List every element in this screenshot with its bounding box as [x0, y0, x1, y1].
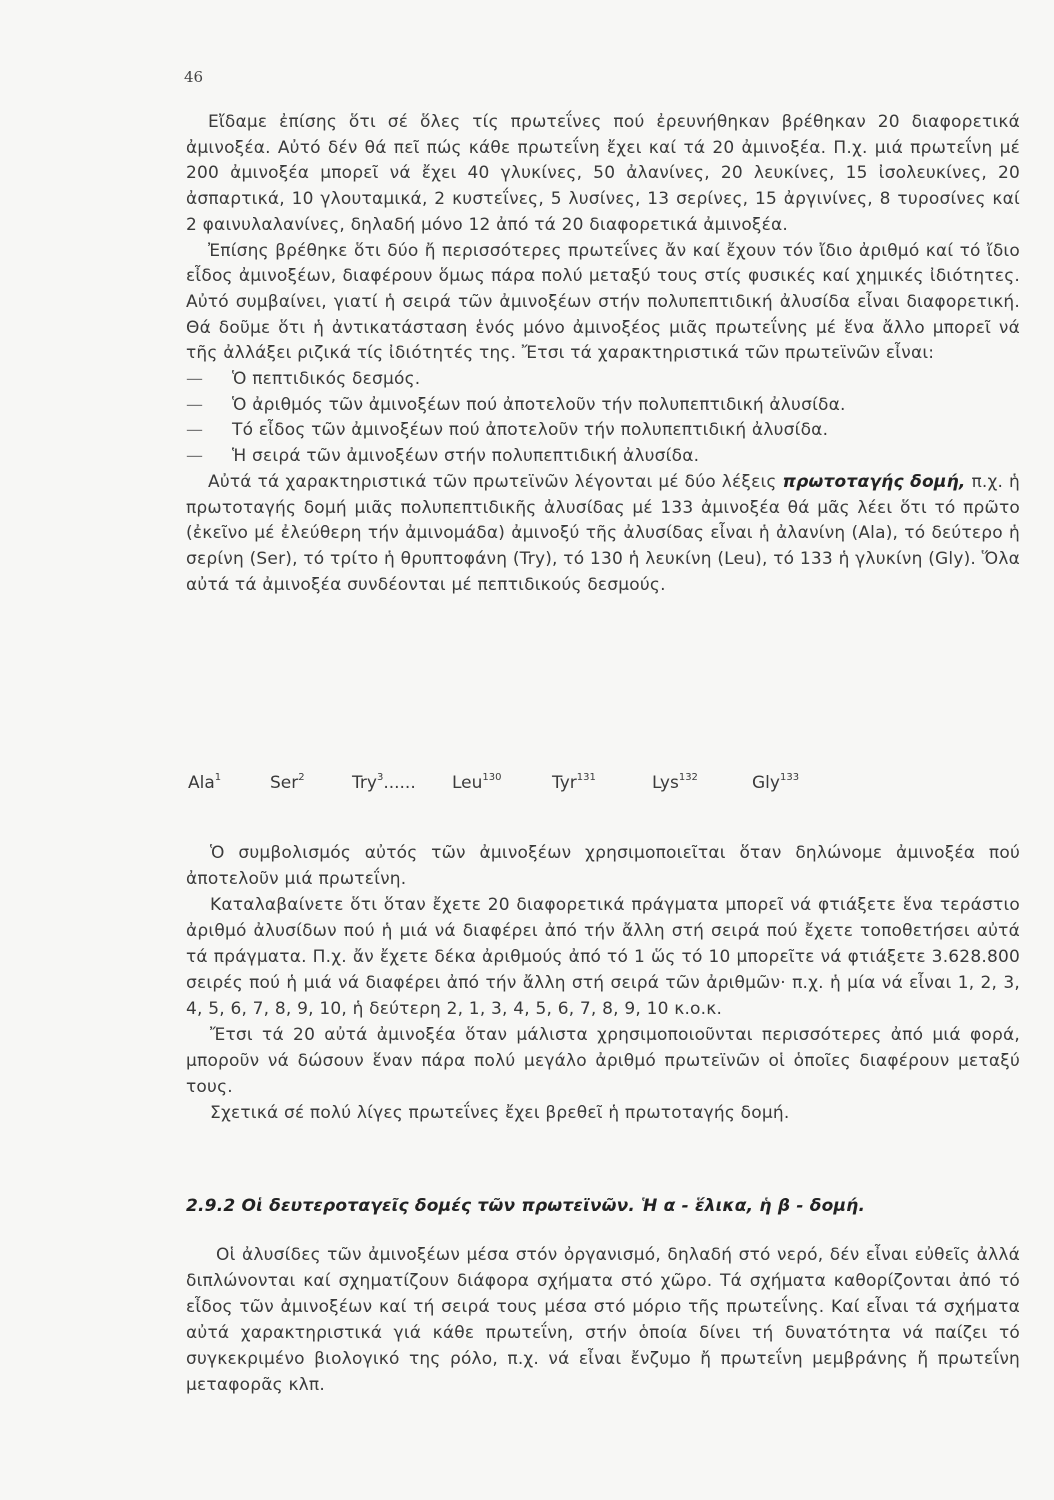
list-item: — Τό εἶδος τῶν ἀμινοξέων πού ἀποτελοῦν τήν πολυπεπτιδική ἀλυσίδα. — [186, 418, 1020, 444]
paragraph-combinations: Καταλαβαίνετε ὅτι ὅταν ἔχετε 20 διαφορετικά πράγματα μπορεῖ νά φτιάξετε ἕνα τεράστιο ἀριθμό ἀλυσίδων πού ἡ μιά νά διαφέρει ἀπό τήν ἄλλη στή σειρά πού ἔχετε τοποθετήσει αὐτά τά πράγματα. Π.χ. ἄν ἔχετε δέκα ἀριθμούς ἀπό τό 1 ὥς τό 10 μπορεῖτε νά φτιάξετε 3.628.800 σειρές πού ἡ μιά νά διαφέρει ἀπό τήν ἄλλη στή σειρά τῶν ἀριθμῶν· π.χ. ἡ μία νά εἶναι 1, 2, 3, 4, 5, 6, 7, 8, 9, 10, ἡ δεύτερη 2, 1, 3, 4, 5, 6, 7, 8, 9, 10 κ.ο.κ. — [186, 895, 1020, 1019]
list-item: — Ὁ ἀριθμός τῶν ἀμινοξέων πού ἀποτελοῦν τήν πολυπεπτιδική ἀλυσίδα. — [186, 393, 1020, 419]
amino-acid-sequence — [188, 772, 888, 804]
body-text-top — [186, 110, 1020, 598]
paragraph-many-proteins: Ἔτσι τά 20 αὐτά ἀμινοξέα ὅταν μάλιστα χρησιμοποιοῦνται περισσότερες ἀπό μιά φορά, μποροῦν νά δώσουν ἕναν πάρα πολύ μεγάλο ἀριθμό πρωτεϊνῶν οἱ ὁποῖες διαφέρουν μεταξύ τους. — [186, 1025, 1020, 1097]
term-primary-structure: πρωτοταγής δομή, — [782, 471, 966, 492]
body-text-section — [186, 1242, 1020, 1398]
dash-icon: — — [186, 369, 204, 390]
paragraph-primary-structure: Αὐτά τά χαρακτηριστικά τῶν πρωτεϊνῶν λέγονται μέ δύο λέξεις πρωτοταγής δομή, π.χ. ἡ πρωτοταγής δομή μιᾶς πολυπεπτιδικῆς ἀλυσίδας μέ 133 ἀμινοξέα θά μᾶς λέει ὅτι τό πρῶτο (ἐκεῖνο μέ ἐλεύθερη τήν ἀμινομάδα) ἀμινοξύ τῆς ἀλυσίδας εἶναι ἡ ἀλανίνη (Ala), τό δεύτερο ἡ σερίνη (Ser), τό τρίτο ἡ θρυπτοφάνη (Try), τό 130 ἡ λευκίνη (Leu), τό 133 ἡ γλυκίνη (Gly). Ὅλα αὐτά τά ἀμινοξέα συνδέονται μέ πεπτιδικούς δεσμούς. — [186, 471, 1020, 595]
dash-icon: — — [186, 394, 204, 415]
body-text-middle — [186, 840, 1020, 1126]
sequence-item: Gly$^{133}$ — [752, 772, 800, 793]
list-item: — Ὁ πεπτιδικός δεσμός. — [186, 367, 1020, 393]
sequence-item: Ala$^1$ — [188, 772, 222, 793]
paragraph-amino-acids: Εἴδαμε ἐπίσης ὅτι σέ ὅλες τίς πρωτεΐνες πού ἐρευνήθηκαν βρέθηκαν 20 διαφορετικά ἀμινοξέα. Αὐτό δέν θά πεῖ πώς κάθε πρωτεΐνη ἔχει καί τά 20 ἀμινοξέα. Π.χ. μιά πρωτεΐνη μέ 200 ἀμινοξέα μπορεῖ νά ἔχει 40 γλυκίνες, 50 ἀλανίνες, 20 λευκίνες, 15 ἰσολευκίνες, 20 ἀσπαρτικά, 10 γλουταμικά, 2 κυστεΐνες, 5 λυσίνες, 13 σερίνες, 15 ἀργινίνες, 8 τυροσίνες καί 2 φαινυλαλανίνες, δηλαδή μόνο 12 ἀπό τά 20 διαφορετικά ἀμινοξέα. — [186, 112, 1020, 235]
dash-icon: — — [186, 420, 204, 441]
sequence-item: Leu$^{130}$ — [452, 772, 502, 793]
paragraph-properties: Ἐπίσης βρέθηκε ὅτι δύο ἤ περισσότερες πρωτεΐνες ἄν καί ἔχουν τόν ἴδιο ἀριθμό καί τό ἴδιο εἶδος ἀμινοξέων, διαφέρουν ὅμως πάρα πολύ μεταξύ τους στίς φυσικές καί χημικές ἰδιότητες. Αὐτό συμβαίνει, γιατί ἡ σειρά τῶν ἀμινοξέων στήν πολυπεπτιδική ἀλυσίδα εἶναι διαφορετική. Θά δοῦμε ὅτι ἡ ἀντικατάσταση ἑνός μόνο ἀμινοξέος μιᾶς πρωτεΐνης μέ ἕνα ἄλλο μπορεῖ νά τῆς ἀλλάξει ριζικά τίς ἰδιότητές της. Ἔτσι τά χαρακτηριστικά τῶν πρωτεϊνῶν εἶναι: — [186, 240, 1020, 364]
paragraph-few-known: Σχετικά σέ πολύ λίγες πρωτεΐνες ἔχει βρεθεῖ ἡ πρωτοταγής δομή. — [210, 1103, 790, 1123]
sequence-item: Tyr$^{131}$ — [552, 772, 596, 793]
sequence-item: Try$^3$...... — [352, 772, 416, 793]
characteristics-list — [186, 367, 1020, 470]
sequence-item: Lys$^{132}$ — [652, 772, 698, 793]
section-heading: 2.9.2 Οἱ δευτεροταγεῖς δομές τῶν πρωτεϊνῶν. Ἡ α - ἕλικα, ἡ β - δομή. — [186, 1196, 866, 1216]
sequence-item: Ser$^2$ — [270, 772, 305, 793]
dash-icon: — — [186, 446, 204, 467]
paragraph-secondary-structure: Οἱ ἀλυσίδες τῶν ἀμινοξέων μέσα στόν ὀργανισμό, δηλαδή στό νερό, δέν εἶναι εὐθεῖς ἀλλά διπλώνονται καί σχηματίζουν διάφορα σχήματα στό χῶρο. Τά σχήματα καθορίζονται ἀπό τό εἶδος τῶν ἀμινοξέων καί τή σειρά τους μέσα στό μόριο τῆς πρωτεΐνης. Καί εἶναι τά σχήματα αὐτά χαρακτηριστικά γιά κάθε πρωτεΐνη, στήν ὁποία δίνει τή δυνατότητα νά παίζει τό συγκεκριμένο βιολογικό της ρόλο, π.χ. νά εἶναι ἔνζυμο ἤ πρωτεΐνη μεμβράνης ἤ πρωτεΐνη μεταφορᾶς κλπ. — [186, 1245, 1020, 1395]
list-item: — Ἡ σειρά τῶν ἀμινοξέων στήν πολυπεπτιδική ἀλυσίδα. — [186, 444, 1020, 470]
paragraph-symbolism: Ὁ συμβολισμός αὐτός τῶν ἀμινοξέων χρησιμοποιεῖται ὅταν δηλώνομε ἀμινοξέα πού ἀποτελοῦν μιά πρωτεΐνη. — [186, 843, 1020, 889]
page-number: 46 — [184, 68, 204, 86]
